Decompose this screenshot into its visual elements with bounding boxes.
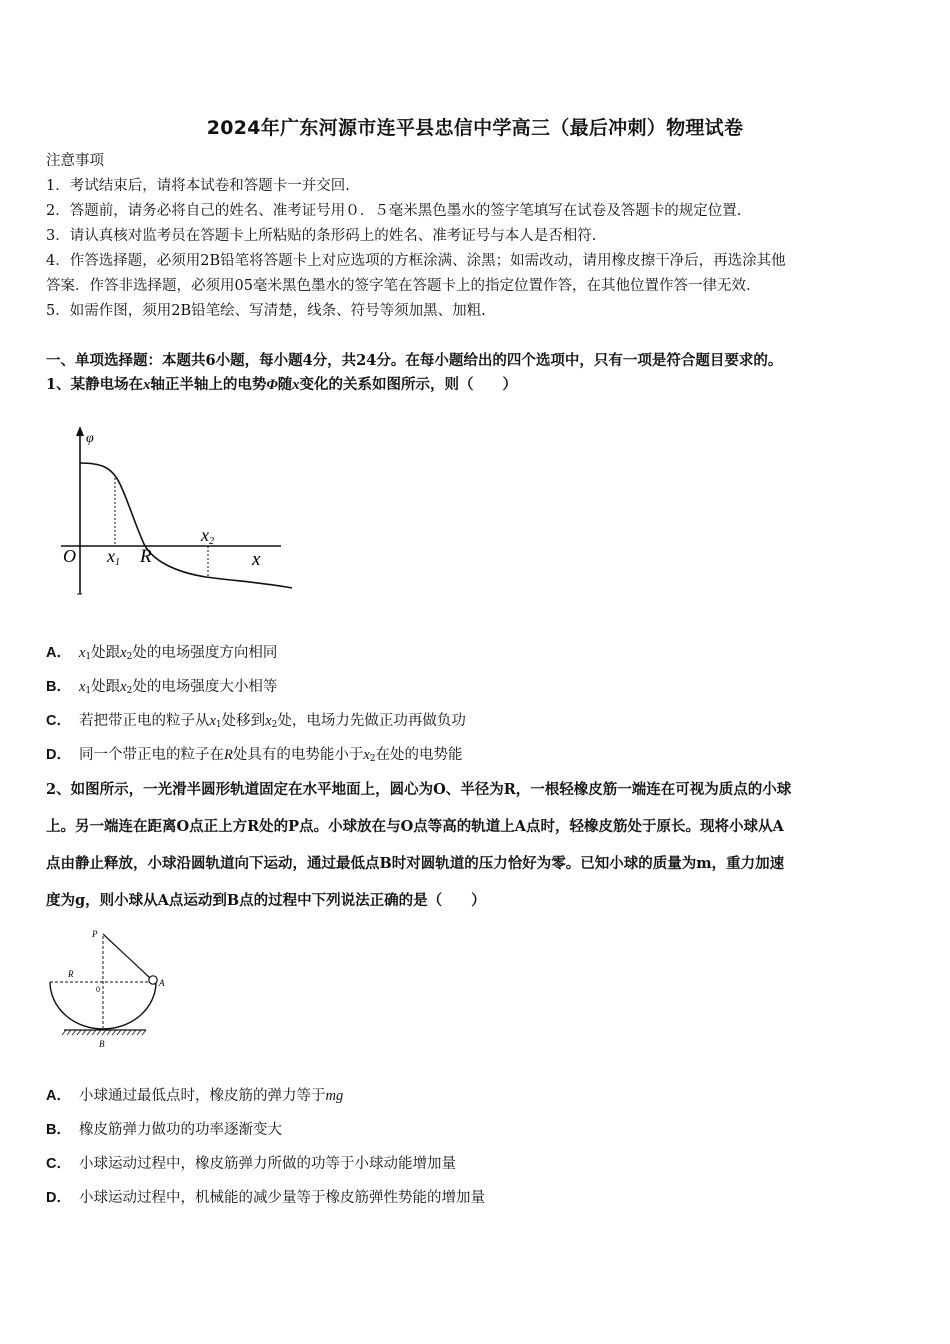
q2-option-c[interactable]: C． 小球运动过程中，橡皮筋弹力所做的功等于小球动能增加量: [46, 1156, 456, 1172]
q2-stem-line-3: 点由静止释放，小球沿圆轨道向下运动，通过最低点B时对圆轨道的压力恰好为零。已知小球的质量为m，重力加速: [46, 855, 785, 872]
x1-label: x1: [107, 546, 120, 568]
radius-label: R: [68, 969, 74, 979]
q2-track-diagram: [40, 924, 180, 1052]
center-o-label: 0: [96, 985, 100, 994]
notice-heading: 注意事项: [46, 153, 104, 169]
q2-stem-line-4: 度为g，则小球从A点运动到B点的过程中下列说法正确的是（ ）: [46, 892, 486, 909]
q1-potential-graph: [56, 422, 306, 602]
r-label: R: [140, 546, 152, 567]
x-axis-label: x: [252, 549, 261, 570]
q2-option-a[interactable]: A． 小球通过最低点时，橡皮筋的弹力等于mg: [46, 1088, 344, 1104]
notice-item-4: 4．作答选择题，必须用2B铅笔将答题卡上对应选项的方框涂满、涂黑；如需改动，请用橡皮擦干净后，再选涂其他: [46, 253, 786, 269]
q1-stem: 1、某静电场在x轴正半轴上的电势Φ随x变化的关系如图所示，则（ ）: [46, 376, 518, 393]
origin-label: O: [63, 546, 76, 566]
section-heading: 一、单项选择题：本题共6小题，每小题4分，共24分。在每小题给出的四个选项中，只有一项是符合题目要求的。: [46, 352, 783, 369]
notice-item-5: 5．如需作图，须用2B铅笔绘、写清楚，线条、符号等须加黑、加粗.: [46, 303, 486, 319]
q2-stem-line-2: 上。另一端连在距离O点正上方R处的P点。小球放在与O点等高的轨道上A点时，轻橡皮筋处于原长。现将小球从A: [46, 818, 784, 835]
notice-item-3: 3．请认真核对监考员在答题卡上所粘贴的条形码上的姓名、准考证号与本人是否相符.: [46, 228, 597, 244]
notice-item-1: 1．考试结束后，请将本试卷和答题卡一并交回.: [46, 178, 350, 194]
notice-item-2: 2．答题前，请务必将自己的姓名、准考证号用０．５毫米黑色墨水的签字笔填写在试卷及答题卡的规定位置.: [46, 203, 742, 219]
q1-option-a[interactable]: A． $x_1$处跟$x_2$处的电场强度方向相同: [46, 645, 278, 662]
notice-item-4-cont: 答案．作答非选择题，必须用05毫米黑色墨水的签字笔在答题卡上的指定位置作答，在其他位置作答一律无效.: [46, 278, 751, 294]
page-title: 2024年广东河源市连平县忠信中学高三（最后冲刺）物理试卷: [206, 117, 744, 139]
q1-option-b[interactable]: B． $x_1$处跟$x_2$处的电场强度大小相等: [46, 679, 278, 696]
q2-stem-line-1: 2、如图所示，一光滑半圆形轨道固定在水平地面上，圆心为O、半径为R，一根轻橡皮筋一端连在可视为质点的小球: [46, 781, 792, 798]
x2-label: x2: [201, 525, 214, 547]
q1-option-c[interactable]: C． 若把带正电的粒子从$x_1$处移到$x_2$处，电场力先做正功再做负功: [46, 713, 466, 730]
q1-option-d[interactable]: D． 同一个带正电的粒子在R处具有的电势能小于$x_2$在处的电势能: [46, 747, 463, 764]
point-p-label: P: [92, 929, 98, 939]
q2-option-d[interactable]: D． 小球运动过程中，机械能的减少量等于橡皮筋弹性势能的增加量: [46, 1190, 485, 1206]
point-a-label: A: [159, 978, 165, 988]
y-axis-label: φ: [86, 431, 94, 446]
point-b-label: B: [99, 1039, 105, 1049]
q2-option-b[interactable]: B． 橡皮筋弹力做功的功率逐渐变大: [46, 1122, 282, 1138]
